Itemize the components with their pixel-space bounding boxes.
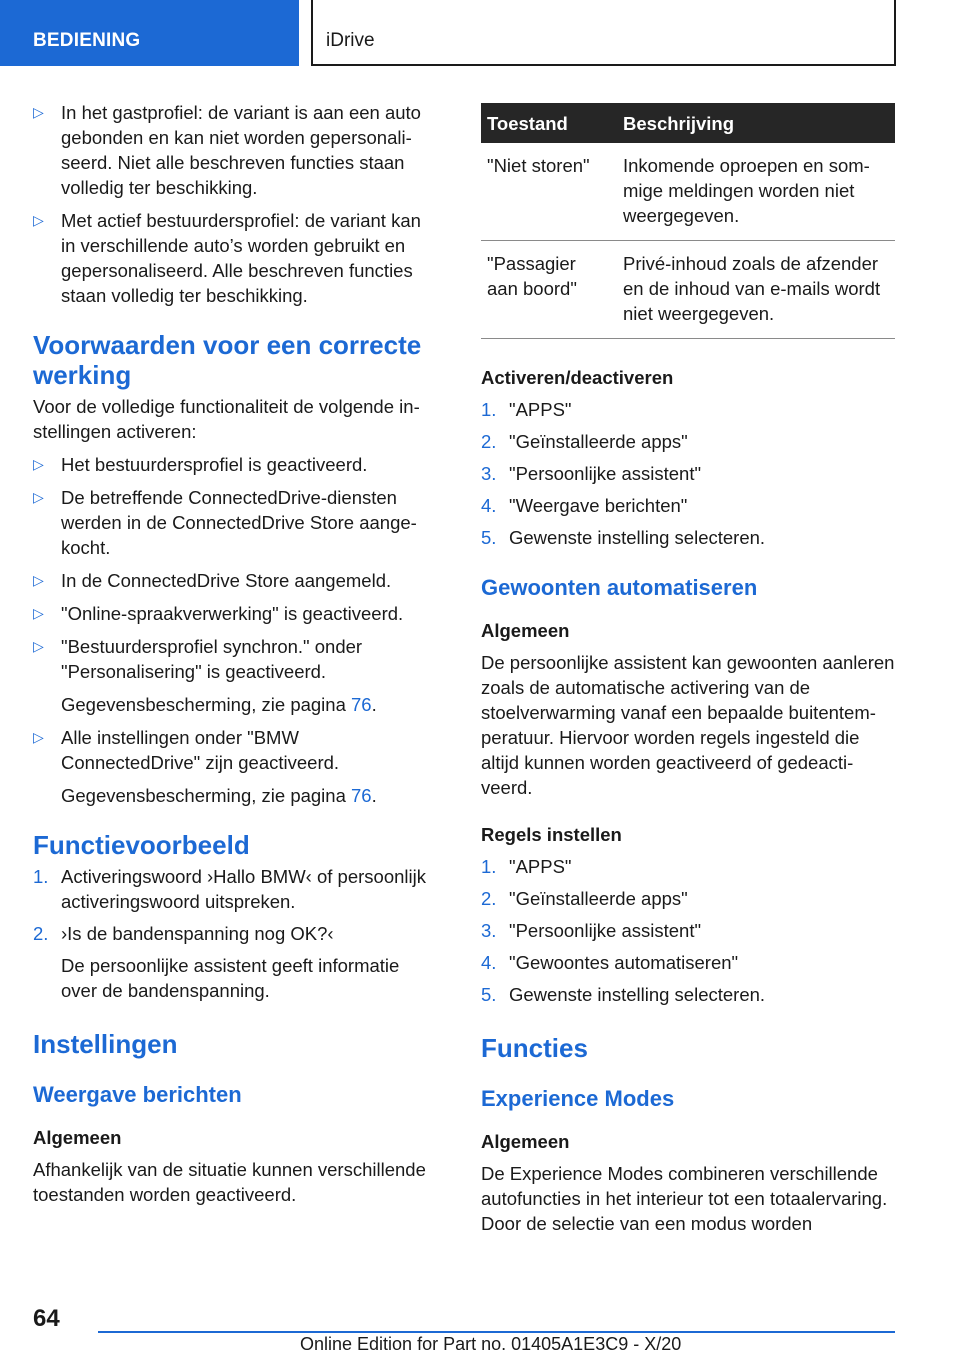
page-link[interactable]: 76: [351, 785, 372, 806]
step-number: 1.: [33, 866, 49, 887]
list-item: ▷ In het gastprofiel: de variant is aan een auto gebonden en kan niet worden gepersonaliseerd. Niet alle beschreven functies staan volledig ter beschikking.: [33, 102, 421, 198]
step-item: 5. Gewenste instelling selecteren.: [481, 984, 766, 1005]
cross-reference: Gegevensbescherming, zie pagina 76.: [61, 694, 377, 715]
step-number: 1.: [481, 856, 497, 877]
left-column: [33, 100, 438, 1215]
list-item: ▷ "Bestuurdersprofiel synchron." onder "Personalisering" is geactiveerd.: [33, 636, 363, 682]
step-number: 3.: [481, 463, 497, 484]
table-cell-description: Inkomende oproepen en sommige meldingen worden niet weergegeven.: [617, 143, 895, 241]
general-heading: Algemeen: [481, 1131, 570, 1152]
list-item: ▷ Alle instellingen onder "BMW ConnectedDrive" zijn geactiveerd.: [33, 727, 340, 773]
heading-example: Functievoorbeeld: [33, 830, 250, 860]
triangle-bullet-icon: ▷: [33, 638, 44, 654]
heading-conditions: Voorwaarden voor een correcte werking: [33, 330, 422, 390]
step-item: 1. "APPS": [481, 856, 572, 877]
subheading-messages: Weergave berichten: [33, 1082, 242, 1107]
step-number: 5.: [481, 527, 497, 548]
triangle-bullet-icon: ▷: [33, 605, 44, 621]
step-item: 3. "Persoonlijke assistent": [481, 463, 702, 484]
table-cell-description: Privé-inhoud zoals de afzender en de inhoud van e-mails wordt niet weergegeven.: [617, 241, 895, 339]
step-number: 4.: [481, 952, 497, 973]
step-item: 3. "Persoonlijke assistent": [481, 920, 702, 941]
heading-settings: Instellingen: [33, 1029, 178, 1059]
general-text: Afhankelijk van de situatie kunnen verschillende toestanden worden geactiveerd.: [33, 1159, 426, 1205]
table-row: [481, 143, 895, 241]
page-number: 64: [33, 1305, 60, 1332]
chapter-tab: [311, 0, 896, 66]
list-item: ▷ In de ConnectedDrive Store aangemeld.: [33, 570, 392, 591]
step-item: 4. "Gewoontes automatiseren": [481, 952, 739, 973]
table-header-description: Beschrijving: [617, 103, 895, 143]
list-item: ▷ Het bestuurdersprofiel is geactiveerd.: [33, 454, 368, 475]
right-column: [481, 100, 895, 1244]
table-header-row: [481, 103, 895, 143]
list-item: ▷ De betreffende ConnectedDrive-diensten werden in de ConnectedDrive Store aangekocht.: [33, 487, 417, 558]
step-item: 2. ›Is de bandenspanning nog OK?‹: [33, 923, 334, 944]
heading-routines: Gewoonten automatiseren: [481, 575, 758, 600]
section-title: BEDIENING: [33, 30, 141, 51]
step-note: De persoonlijke assistent geeft informatie over de bandenspanning.: [61, 955, 400, 1001]
triangle-bullet-icon: ▷: [33, 212, 44, 228]
general-text: De persoonlijke assistent kan gewoonten aanleren zoals de automatische activering van de stoelverwarming vanaf een bepaalde buitentemperatuur. Hiervoor worden regels ingesteld die altijd kunnen worden geactiveerd of gedeactiveerd.: [481, 652, 895, 798]
table-cell-state: "Niet storen": [481, 143, 617, 241]
triangle-bullet-icon: ▷: [33, 489, 44, 505]
step-item: 1. Activeringswoord ›Hallo BMW‹ of persoonlijk activeringswoord uitspreken.: [33, 866, 426, 912]
list-item: ▷ Met actief bestuurdersprofiel: de variant kan in verschillende auto’s worden gebruikt en gepersonaliseerd. Alle beschreven functies staan volledig ter beschikking.: [33, 210, 421, 306]
rules-heading: Regels instellen: [481, 824, 622, 845]
general-text: De Experience Modes combineren verschillende autofuncties in het interieur tot een totaalervaring. Door de selectie van een modus worden: [481, 1163, 888, 1234]
triangle-bullet-icon: ▷: [33, 456, 44, 472]
conditions-intro: Voor de volledige functionaliteit de volgende instellingen activeren:: [33, 396, 420, 442]
step-number: 2.: [33, 923, 49, 944]
step-number: 3.: [481, 920, 497, 941]
section-tab: [0, 0, 299, 66]
list-item: ▷ "Online-spraakverwerking" is geactiveerd.: [33, 603, 404, 624]
states-table: [481, 103, 895, 339]
page-link[interactable]: 76: [351, 694, 372, 715]
footer-edition: Online Edition for Part no. 01405A1E3C9 - X/20: [300, 1334, 682, 1354]
table-row: [481, 241, 895, 339]
step-number: 2.: [481, 888, 497, 909]
general-heading: Algemeen: [481, 620, 570, 641]
heading-functions: Functies: [481, 1033, 588, 1063]
table-cell-state: "Passagier aan boord": [481, 241, 617, 339]
general-heading: Algemeen: [33, 1127, 122, 1148]
step-item: 2. "Geïnstalleerde apps": [481, 431, 688, 452]
step-number: 1.: [481, 399, 497, 420]
step-item: 4. "Weergave berichten": [481, 495, 688, 516]
footer-divider: [98, 1331, 895, 1333]
triangle-bullet-icon: ▷: [33, 572, 44, 588]
step-item: 5. Gewenste instelling selecteren.: [481, 527, 766, 548]
cross-reference: Gegevensbescherming, zie pagina 76.: [61, 785, 377, 806]
step-number: 4.: [481, 495, 497, 516]
triangle-bullet-icon: ▷: [33, 104, 44, 120]
triangle-bullet-icon: ▷: [33, 729, 44, 745]
step-item: 1. "APPS": [481, 399, 572, 420]
subheading-experience-modes: Experience Modes: [481, 1086, 675, 1111]
step-number: 5.: [481, 984, 497, 1005]
step-number: 2.: [481, 431, 497, 452]
step-item: 2. "Geïnstalleerde apps": [481, 888, 688, 909]
activate-heading: Activeren/deactiveren: [481, 367, 674, 388]
chapter-title: iDrive: [326, 30, 375, 51]
table-header-state: Toestand: [481, 103, 617, 143]
